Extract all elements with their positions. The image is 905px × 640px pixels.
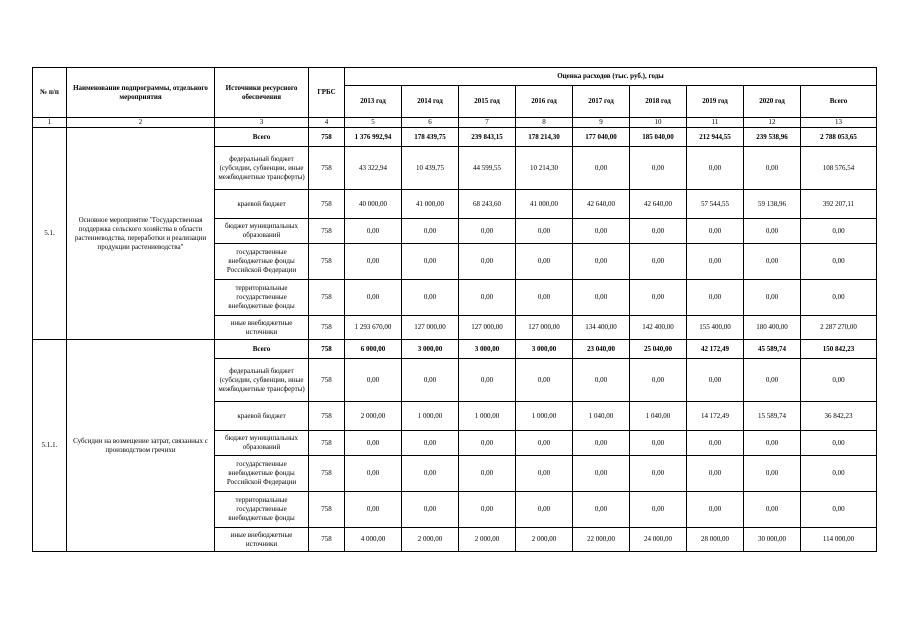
column-index: 4 <box>309 118 345 128</box>
value-cell: 10 439,75 <box>402 147 459 190</box>
value-cell: 0,00 <box>402 219 459 244</box>
value-cell: 0,00 <box>630 219 687 244</box>
column-index: 1 <box>33 118 67 128</box>
column-index: 3 <box>215 118 309 128</box>
grbs-cell: 758 <box>309 456 345 492</box>
grbs-cell: 758 <box>309 128 345 147</box>
total-cell: 0,00 <box>801 359 877 402</box>
value-cell: 0,00 <box>516 431 573 456</box>
grbs-cell: 758 <box>309 147 345 190</box>
value-cell: 0,00 <box>573 244 630 280</box>
value-cell: 178 439,75 <box>402 128 459 147</box>
expense-table <box>32 67 877 552</box>
value-cell: 0,00 <box>459 492 516 528</box>
source-cell: иные внебюджетные источники <box>215 316 309 340</box>
value-cell: 0,00 <box>630 147 687 190</box>
value-cell: 0,00 <box>573 219 630 244</box>
value-cell: 2 000,00 <box>345 402 402 431</box>
header-year: 2020 год <box>744 86 801 118</box>
value-cell: 0,00 <box>744 456 801 492</box>
value-cell: 0,00 <box>687 456 744 492</box>
value-cell: 0,00 <box>687 280 744 316</box>
column-index: 9 <box>573 118 630 128</box>
grbs-cell: 758 <box>309 492 345 528</box>
value-cell: 0,00 <box>744 492 801 528</box>
value-cell: 0,00 <box>516 219 573 244</box>
value-cell: 0,00 <box>402 244 459 280</box>
value-cell: 30 000,00 <box>744 528 801 552</box>
value-cell: 0,00 <box>687 147 744 190</box>
value-cell: 0,00 <box>573 431 630 456</box>
table-header <box>33 68 877 128</box>
source-cell: государственные внебюджетные фонды Российской Федерации <box>215 456 309 492</box>
value-cell: 1 040,00 <box>630 402 687 431</box>
header-num: № п/п <box>33 68 67 118</box>
value-cell: 0,00 <box>744 219 801 244</box>
value-cell: 0,00 <box>687 219 744 244</box>
value-cell: 0,00 <box>744 244 801 280</box>
value-cell: 14 172,49 <box>687 402 744 431</box>
value-cell: 44 599,55 <box>459 147 516 190</box>
grbs-cell: 758 <box>309 431 345 456</box>
value-cell: 1 000,00 <box>459 402 516 431</box>
source-cell: иные внебюджетные источники <box>215 528 309 552</box>
value-cell: 68 243,60 <box>459 190 516 219</box>
value-cell: 3 000,00 <box>516 340 573 359</box>
value-cell: 0,00 <box>459 280 516 316</box>
value-cell: 0,00 <box>744 431 801 456</box>
total-cell: 2 287 270,00 <box>801 316 877 340</box>
value-cell: 41 000,00 <box>402 190 459 219</box>
value-cell: 0,00 <box>630 280 687 316</box>
value-cell: 2 000,00 <box>516 528 573 552</box>
value-cell: 41 000,00 <box>516 190 573 219</box>
value-cell: 1 000,00 <box>402 402 459 431</box>
value-cell: 0,00 <box>459 244 516 280</box>
total-cell: 0,00 <box>801 219 877 244</box>
value-cell: 177 040,00 <box>573 128 630 147</box>
grbs-cell: 758 <box>309 340 345 359</box>
table-row <box>33 128 877 147</box>
source-cell: федеральный бюджет (субсидии, субвенции, иные межбюджетные трансферты) <box>215 359 309 402</box>
value-cell: 0,00 <box>516 359 573 402</box>
value-cell: 28 000,00 <box>687 528 744 552</box>
value-cell: 0,00 <box>687 244 744 280</box>
grbs-cell: 758 <box>309 280 345 316</box>
section-name: Субсидии на возмещение затрат, связанных с производством гречихи <box>67 340 215 552</box>
value-cell: 0,00 <box>516 456 573 492</box>
value-cell: 0,00 <box>345 280 402 316</box>
value-cell: 239 843,15 <box>459 128 516 147</box>
grbs-cell: 758 <box>309 402 345 431</box>
value-cell: 15 589,74 <box>744 402 801 431</box>
total-cell: 150 842,23 <box>801 340 877 359</box>
value-cell: 42 172,49 <box>687 340 744 359</box>
header-name: Наименование подпрограммы, отдельного мероприятия <box>67 68 215 118</box>
column-index: 12 <box>744 118 801 128</box>
grbs-cell: 758 <box>309 359 345 402</box>
value-cell: 10 214,30 <box>516 147 573 190</box>
section-number: 5.1.1. <box>33 340 67 552</box>
value-cell: 239 538,96 <box>744 128 801 147</box>
value-cell: 178 214,30 <box>516 128 573 147</box>
value-cell: 0,00 <box>402 492 459 528</box>
source-cell: Всего <box>215 128 309 147</box>
value-cell: 0,00 <box>345 359 402 402</box>
value-cell: 24 000,00 <box>630 528 687 552</box>
total-cell: 108 576,54 <box>801 147 877 190</box>
value-cell: 0,00 <box>516 280 573 316</box>
source-cell: краевой бюджет <box>215 190 309 219</box>
source-cell: территориальные государственные внебюджетные фонды <box>215 280 309 316</box>
value-cell: 1 000,00 <box>516 402 573 431</box>
value-cell: 0,00 <box>687 431 744 456</box>
value-cell: 2 000,00 <box>402 528 459 552</box>
value-cell: 0,00 <box>573 280 630 316</box>
value-cell: 0,00 <box>744 147 801 190</box>
header-year: 2016 год <box>516 86 573 118</box>
value-cell: 0,00 <box>345 456 402 492</box>
column-index: 13 <box>801 118 877 128</box>
value-cell: 0,00 <box>630 244 687 280</box>
header-total: Всего <box>801 86 877 118</box>
source-cell: краевой бюджет <box>215 402 309 431</box>
value-cell: 2 000,00 <box>459 528 516 552</box>
value-cell: 59 138,96 <box>744 190 801 219</box>
column-index: 7 <box>459 118 516 128</box>
total-cell: 114 000,00 <box>801 528 877 552</box>
value-cell: 0,00 <box>630 431 687 456</box>
table-body <box>33 128 877 552</box>
value-cell: 0,00 <box>516 244 573 280</box>
value-cell: 127 000,00 <box>516 316 573 340</box>
value-cell: 0,00 <box>459 359 516 402</box>
column-index: 2 <box>67 118 215 128</box>
value-cell: 40 000,00 <box>345 190 402 219</box>
value-cell: 0,00 <box>573 456 630 492</box>
value-cell: 0,00 <box>459 219 516 244</box>
source-cell: государственные внебюджетные фонды Российской Федерации <box>215 244 309 280</box>
value-cell: 22 000,00 <box>573 528 630 552</box>
value-cell: 1 040,00 <box>573 402 630 431</box>
grbs-cell: 758 <box>309 244 345 280</box>
value-cell: 0,00 <box>744 280 801 316</box>
source-cell: территориальные государственные внебюджетные фонды <box>215 492 309 528</box>
value-cell: 134 400,00 <box>573 316 630 340</box>
header-grbs: ГРБС <box>309 68 345 118</box>
value-cell: 0,00 <box>630 359 687 402</box>
header-year: 2013 год <box>345 86 402 118</box>
value-cell: 0,00 <box>345 219 402 244</box>
value-cell: 1 293 670,00 <box>345 316 402 340</box>
value-cell: 43 322,94 <box>345 147 402 190</box>
value-cell: 0,00 <box>345 431 402 456</box>
value-cell: 0,00 <box>573 359 630 402</box>
value-cell: 42 640,00 <box>573 190 630 219</box>
total-cell: 2 788 053,65 <box>801 128 877 147</box>
value-cell: 0,00 <box>345 244 402 280</box>
value-cell: 0,00 <box>345 492 402 528</box>
value-cell: 0,00 <box>630 456 687 492</box>
value-cell: 0,00 <box>402 359 459 402</box>
value-cell: 0,00 <box>687 359 744 402</box>
value-cell: 1 376 992,94 <box>345 128 402 147</box>
value-cell: 0,00 <box>402 431 459 456</box>
total-cell: 0,00 <box>801 492 877 528</box>
header-year: 2019 год <box>687 86 744 118</box>
value-cell: 180 400,00 <box>744 316 801 340</box>
value-cell: 4 000,00 <box>345 528 402 552</box>
total-cell: 392 207,11 <box>801 190 877 219</box>
section-name: Основное мероприятие "Государственная поддержка сельского хозяйства в области растениеводства, переработки и реализации продукции растениеводства" <box>67 128 215 340</box>
grbs-cell: 758 <box>309 190 345 219</box>
value-cell: 45 589,74 <box>744 340 801 359</box>
value-cell: 0,00 <box>402 280 459 316</box>
total-cell: 0,00 <box>801 456 877 492</box>
value-cell: 0,00 <box>459 456 516 492</box>
value-cell: 3 000,00 <box>402 340 459 359</box>
header-year: 2015 год <box>459 86 516 118</box>
value-cell: 127 000,00 <box>402 316 459 340</box>
source-cell: федеральный бюджет (субсидии, субвенции, иные межбюджетные трансферты) <box>215 147 309 190</box>
header-estimate: Оценка расходов (тыс. руб.), годы <box>345 68 877 86</box>
header-year: 2014 год <box>402 86 459 118</box>
column-index: 8 <box>516 118 573 128</box>
value-cell: 0,00 <box>402 456 459 492</box>
column-index: 11 <box>687 118 744 128</box>
value-cell: 155 400,00 <box>687 316 744 340</box>
grbs-cell: 758 <box>309 528 345 552</box>
value-cell: 25 040,00 <box>630 340 687 359</box>
value-cell: 6 000,00 <box>345 340 402 359</box>
value-cell: 212 944,55 <box>687 128 744 147</box>
grbs-cell: 758 <box>309 219 345 244</box>
value-cell: 185 040,00 <box>630 128 687 147</box>
header-year: 2018 год <box>630 86 687 118</box>
value-cell: 0,00 <box>459 431 516 456</box>
value-cell: 0,00 <box>687 492 744 528</box>
total-cell: 0,00 <box>801 431 877 456</box>
header-source: Источники ресурсного обеспечения <box>215 68 309 118</box>
header-year: 2017 год <box>573 86 630 118</box>
grbs-cell: 758 <box>309 316 345 340</box>
value-cell: 0,00 <box>516 492 573 528</box>
total-cell: 36 842,23 <box>801 402 877 431</box>
source-cell: бюджет муниципальных образований <box>215 431 309 456</box>
value-cell: 0,00 <box>744 359 801 402</box>
total-cell: 0,00 <box>801 244 877 280</box>
value-cell: 42 640,00 <box>630 190 687 219</box>
column-index: 5 <box>345 118 402 128</box>
source-cell: бюджет муниципальных образований <box>215 219 309 244</box>
value-cell: 0,00 <box>573 147 630 190</box>
value-cell: 23 040,00 <box>573 340 630 359</box>
source-cell: Всего <box>215 340 309 359</box>
total-cell: 0,00 <box>801 280 877 316</box>
section-number: 5.1. <box>33 128 67 340</box>
value-cell: 3 000,00 <box>459 340 516 359</box>
value-cell: 142 400,00 <box>630 316 687 340</box>
value-cell: 127 000,00 <box>459 316 516 340</box>
value-cell: 57 544,55 <box>687 190 744 219</box>
value-cell: 0,00 <box>630 492 687 528</box>
column-index: 6 <box>402 118 459 128</box>
value-cell: 0,00 <box>573 492 630 528</box>
column-index: 10 <box>630 118 687 128</box>
table-row <box>33 340 877 359</box>
